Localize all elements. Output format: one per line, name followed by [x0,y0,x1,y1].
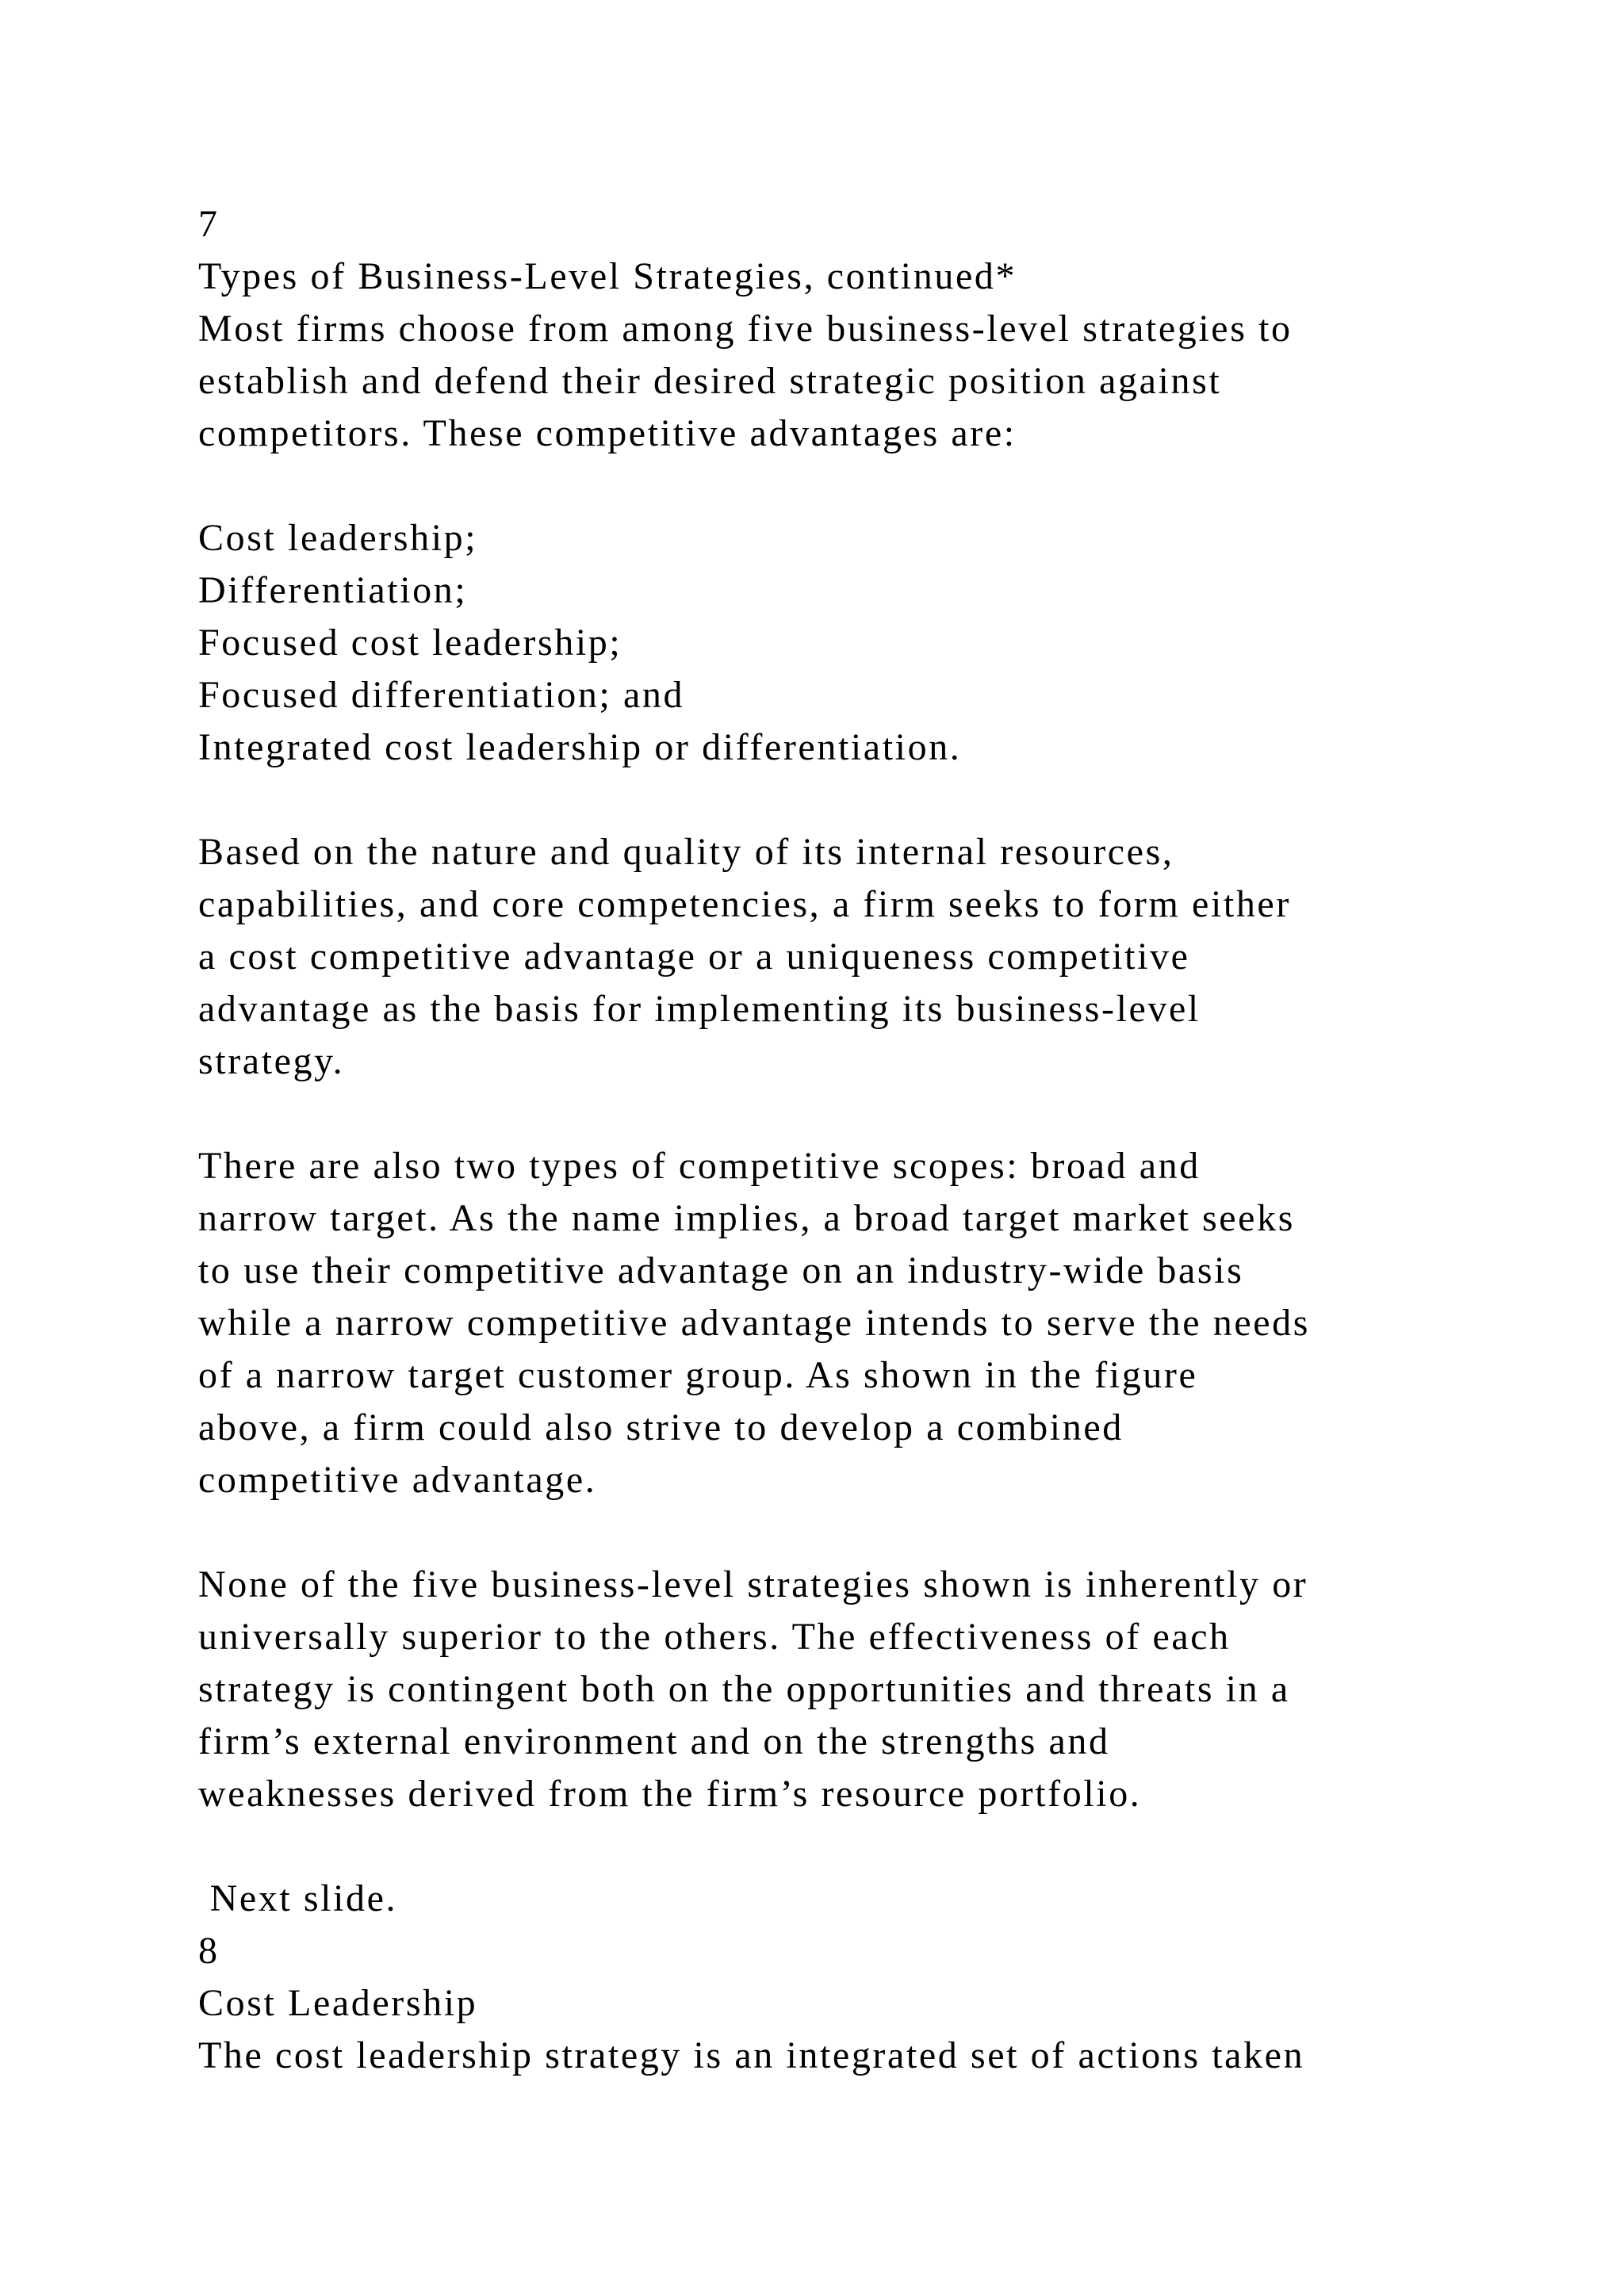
document-page [198,198,1562,2082]
paragraph-gap [198,1820,1562,1873]
slide-title-types: Types of Business-Level Strategies, continued* [198,255,1017,297]
scopes-paragraph-line: while a narrow competitive advantage intends to serve the needs [198,1302,1311,1344]
intro-line: Most firms choose from among five business-level strategies to [198,308,1293,350]
strategy-item: Cost leadership; [198,517,478,559]
none-paragraph-line: None of the five business-level strategies shown is inherently or [198,1563,1308,1605]
scopes-paragraph-line: above, a firm could also strive to develop a combined [198,1406,1124,1448]
strategy-item: Differentiation; [198,569,468,611]
none-paragraph-line: strategy is contingent both on the opportunities and threats in a [198,1668,1290,1710]
next-slide-note: Next slide. [198,1877,398,1919]
resources-paragraph-line: Based on the nature and quality of its internal resources, [198,831,1174,873]
none-paragraph-line: firm’s external environment and on the strengths and [198,1720,1110,1762]
paragraph-gap [198,1506,1562,1559]
strategy-item: Focused differentiation; and [198,674,685,716]
scopes-paragraph-line: competitive advantage. [198,1459,597,1501]
resources-paragraph-line: capabilities, and core competencies, a firm seeks to form either [198,883,1291,925]
strategy-item: Integrated cost leadership or differentiation. [198,726,962,768]
slide-title-cost-leadership: Cost Leadership [198,1982,478,2024]
scopes-paragraph-line: of a narrow target customer group. As shown in the figure [198,1354,1198,1396]
slide-number-7: 7 [198,203,220,245]
scopes-paragraph-line: There are also two types of competitive scopes: broad and [198,1145,1201,1187]
intro-line: establish and defend their desired strategic position against [198,360,1222,402]
resources-paragraph-line: strategy. [198,1040,345,1082]
paragraph-gap [198,1088,1562,1140]
none-paragraph-line: weaknesses derived from the firm’s resource portfolio. [198,1773,1142,1815]
paragraph-gap [198,460,1562,512]
cost-leadership-line: The cost leadership strategy is an integrated set of actions taken [198,2034,1305,2076]
scopes-paragraph-line: narrow target. As the name implies, a broad target market seeks [198,1197,1295,1239]
paragraph-gap [198,774,1562,826]
none-paragraph-line: universally superior to the others. The effectiveness of each [198,1616,1231,1658]
slide-number-8: 8 [198,1930,220,1972]
scopes-paragraph-line: to use their competitive advantage on an industry-wide basis [198,1249,1244,1292]
resources-paragraph-line: advantage as the basis for implementing its business-level [198,988,1201,1030]
resources-paragraph-line: a cost competitive advantage or a uniqueness competitive [198,936,1190,978]
intro-line: competitors. These competitive advantages are: [198,412,1017,454]
strategy-item: Focused cost leadership; [198,622,622,664]
